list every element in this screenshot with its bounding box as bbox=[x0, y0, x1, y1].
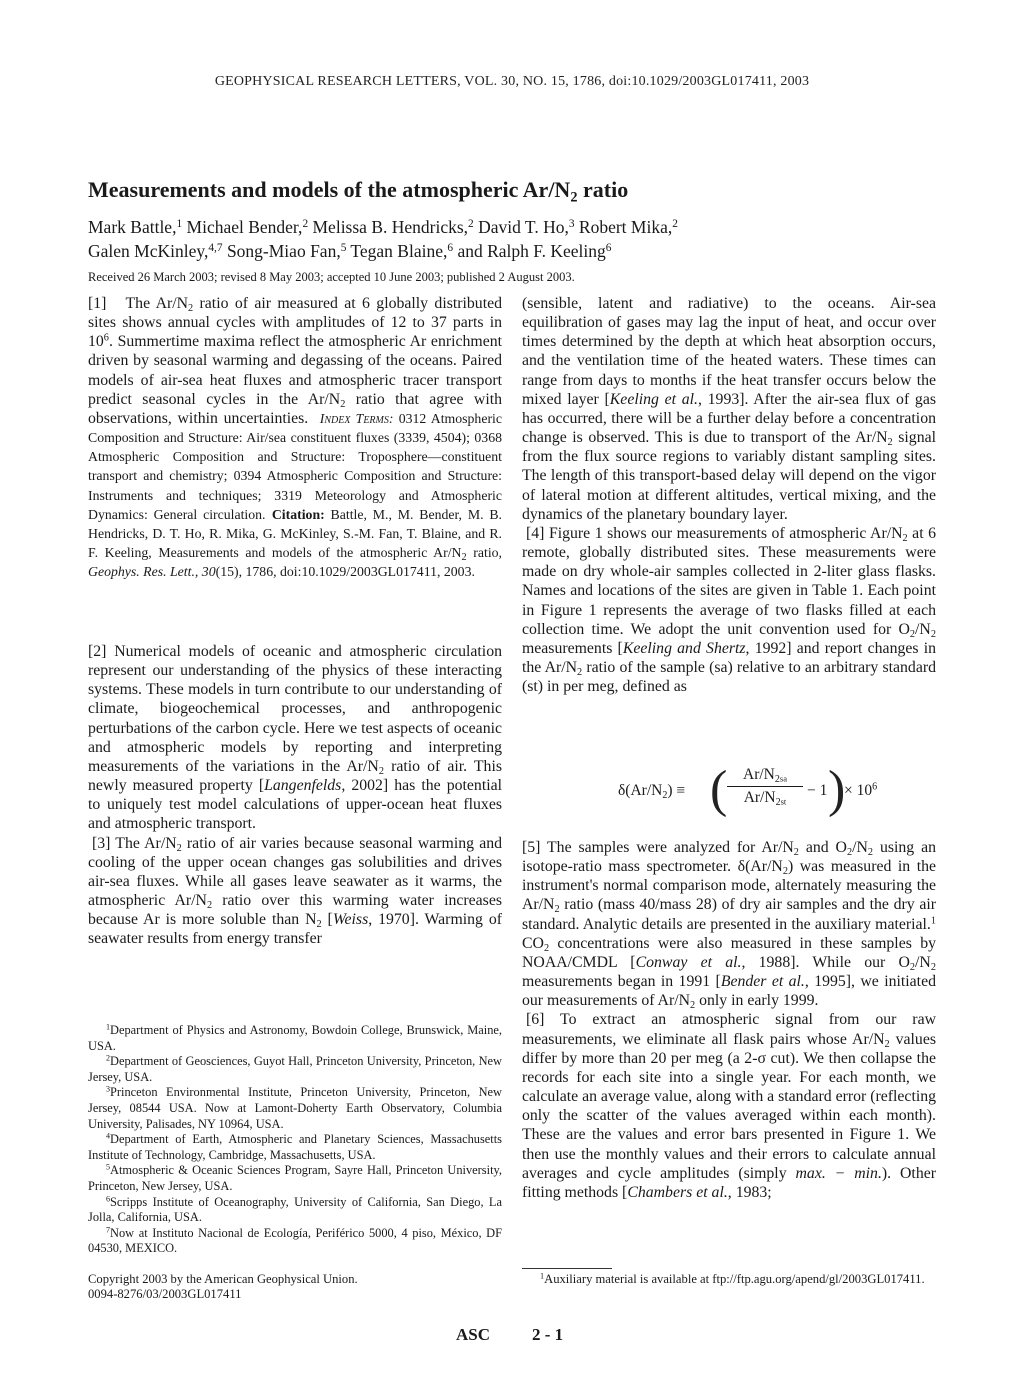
paragraph-2: [2] Numerical models of oceanic and atmospheric circulation represent our understanding of the physics of these interacting systems. These models in turn contribute to our understanding of climate, biogeochemical processes, and anthropogenic perturbations of the carbon cycle. Here we test aspects of oceanic and atmospheric models by reporting and interpreting measurements of the variations in the $Ar/N_2$ ratio of air. This newly measured property [Langenfelds, 2002] has the potential to uniquely test model calculations of upper-ocean heat fluxes and atmospheric transport. bbox=[88, 643, 502, 833]
introduction bbox=[88, 642, 502, 949]
footnote: $^4$Department of Earth, Atmospheric and Planetary Sciences, Massachusetts Institute of Technology, Cambridge, Massachusetts, USA. bbox=[88, 1131, 502, 1162]
right-paren: ) bbox=[828, 761, 846, 818]
footnote: $^1$Department of Physics and Astronomy, Bowdoin College, Brunswick, Maine, USA. bbox=[88, 1022, 502, 1053]
author-line-1: Mark Battle,$^1$ Michael Bender,$^2$ Melissa B. Hendricks,$^2$ David T. Ho,$^3$ Robert Mika,$^2$ bbox=[88, 217, 678, 237]
footnote: $^3$Princeton Environmental Institute, Princeton University, Princeton, New Jersey, 08544 USA. Now at Lamont-Doherty Earth Observatory, Columbia University, Palisades, NY 10964, USA. bbox=[88, 1084, 502, 1131]
paragraph-6: [6] To extract an atmospheric signal from our raw measurements, we eliminate all flask pairs whose $Ar/N_2$ values differ by more than 20 per meg (a 2-σ cut). We then collapse the records for each site into a single year. For each month, we calculate an average value, along with a standard error (reflecting only the scatter of the values averaged within each month). These are the values and error bars presented in Figure 1. We then use the monthly values and their errors to calculate annual averages and cycle amplitudes (simply max. − min.). Other fitting methods [Chambers et al., 1983; bbox=[522, 1011, 937, 1201]
equation-fraction: $\frac{Ar/N_{2sa}}{Ar/N_{2st}}$ bbox=[727, 766, 803, 807]
footnote: $^7$Now at Instituto Nacional de Ecología, Periférico 5000, 4 piso, México, DF 04530, MEXICO. bbox=[88, 1225, 502, 1256]
footnote: $^6$Scripps Institute of Oceanography, University of California, San Diego, La Jolla, California, USA. bbox=[88, 1194, 502, 1225]
right-column-top bbox=[522, 294, 936, 696]
citation-label: Citation: bbox=[271, 506, 325, 522]
copyright-notice: Copyright 2003 by the American Geophysical Union. 0094-8276/03/2003GL017411 bbox=[88, 1272, 358, 1301]
running-header: GEOPHYSICAL RESEARCH LETTERS, VOL. 30, NO. 15, 1786, doi:10.1029/2003GL017411, 2003 bbox=[214, 74, 810, 89]
equation-lhs: $\delta(Ar/N_2)$ ≡ bbox=[618, 782, 686, 802]
section-code: ASC bbox=[456, 1325, 491, 1344]
received-dates: Received 26 March 2003; revised 8 May 2003; accepted 10 June 2003; published 2 August 2003. bbox=[88, 270, 575, 284]
auxiliary-material-footnote: $^1$Auxiliary material is available at ftp://ftp.agu.org/apend/gl/2003GL017411. bbox=[540, 1271, 925, 1286]
right-column-bottom bbox=[522, 838, 936, 1202]
abstract: [1] The $Ar/N_2$ ratio of air measured at 6 globally distributed sites shows annual cycles with amplitudes of 12 to 37 parts in $10^6$. Summertime maxima reflect the atmospheric Ar enrichment driven by seasonal warming and degassing of the oceans. Paired models of air-sea heat fluxes and atmospheric tracer transport predict seasonal cycles in the $Ar/N_2$ ratio that agree with observations, within uncertainties. Index Terms: 0312 Atmospheric Composition and Structure: Air/sea constituent fluxes (3339, 4504); 0368 Atmospheric Composition and Structure: Troposphere—constituent transport and chemistry; 0394 Atmospheric Composition and Structure: Instruments and techniques; 3319 Meteorology and Atmospheric Dynamics: General circulation. Citation: Battle, M., M. Bender, M. B. Hendricks, D. T. Ho, R. Mika, G. McKinley, S.-M. Fan, T. Blaine, and R. F. Keeling, Measurements and models of the atmospheric $Ar/N_2$ ratio, Geophys. Res. Lett., 30(15), 1786, doi:10.1029/2003GL017411, 2003. bbox=[88, 295, 503, 580]
equation-1: $\delta(Ar/N_2)$ ≡ ( $\frac{Ar/N_{2sa}}{Ar/N_{2st}}$ − 1 ) × $10^6$ bbox=[618, 761, 878, 818]
page-number: 2 - 1 bbox=[532, 1325, 564, 1344]
article-title: Measurements and models of the atmospheric $Ar/N_2$ ratio bbox=[88, 177, 629, 206]
author-list bbox=[88, 215, 968, 263]
paragraph-3-continued: (sensible, latent and radiative) to the oceans. Air-sea equilibration of gases may lag the input of heat, and occur over times determined by the depth at which heat absorption occurs, and the ventilation time of the heated waters. These times can range from days to months if the heat transfer occurs below the mixed layer [Keeling et al., 1993]. After the air-sea flux of gas has occurred, there will be a further delay before a concentration change is observed. This is due to transport of the $Ar/N_2$ signal from the flux source regions to variably distant sampling sites. The length of this transport-based delay will depend on the vigor of lateral motion at different altitudes, vertical mixing, and the dynamics of the planetary boundary layer. bbox=[522, 295, 936, 523]
left-paren: ( bbox=[710, 761, 728, 818]
paragraph-4: [4] Figure 1 shows our measurements of atmospheric $Ar/N_2$ at 6 remote, globally distributed sites. These measurements were made on dry whole-air samples collected in 2-liter glass flasks. Names and locations of the sites are given in Table 1. Each point in Figure 1 represents the average of two flasks filled at each collection time. We adopt the unit convention used for $O_2/N_2$ measurements [Keeling and Shertz, 1992] and report changes in the $Ar/N_2$ ratio of the sample (sa) relative to an arbitrary standard (st) in per meg, defined as bbox=[522, 524, 936, 696]
footnote-rule bbox=[522, 1268, 612, 1269]
paragraph-3: [3] The $Ar/N_2$ ratio of air varies because seasonal warming and cooling of the upper ocean changes gas solubilities and drives air-sea fluxes. While all gases leave seawater as it warms, the atmospheric $Ar/N_2$ ratio over this warming water increases because Ar is more soluble than $N_2$ [Weiss, 1970]. Warming of seawater results from energy transfer bbox=[88, 834, 502, 948]
index-terms-label: Index Terms: bbox=[319, 410, 394, 426]
footnote: $^2$Department of Geosciences, Guyot Hall, Princeton University, Princeton, New Jersey, USA. bbox=[88, 1053, 502, 1084]
paragraph-5: [5] The samples were analyzed for $Ar/N_2$ and $O_2/N_2$ using an isotope-ratio mass spectrometer. $\delta(Ar/N_2)$ was measured in the instrument's normal comparison mode, alternately measuring the $Ar/N_2$ ratio (mass 40/mass 28) of dry air samples and the dry air standard. Analytic details are presented in the auxiliary material.$^1$ $CO_2$ concentrations were also measured in these samples by NOAA/CMDL [Conway et al., 1988]. While our $O_2/N_2$ measurements began in 1991 [Bender et al., 1995], we initiated our measurements of $Ar/N_2$ only in early 1999. bbox=[522, 839, 936, 1012]
footnote: $^5$Atmospheric & Oceanic Sciences Program, Sayre Hall, Princeton University, Princeton, New Jersey, USA. bbox=[88, 1162, 502, 1193]
author-line-2: Galen McKinley,$^{4,7}$ Song-Miao Fan,$^5$ Tegan Blaine,$^6$ and Ralph F. Keeling$^6$ bbox=[88, 241, 612, 261]
affiliation-footnotes bbox=[88, 1023, 502, 1257]
